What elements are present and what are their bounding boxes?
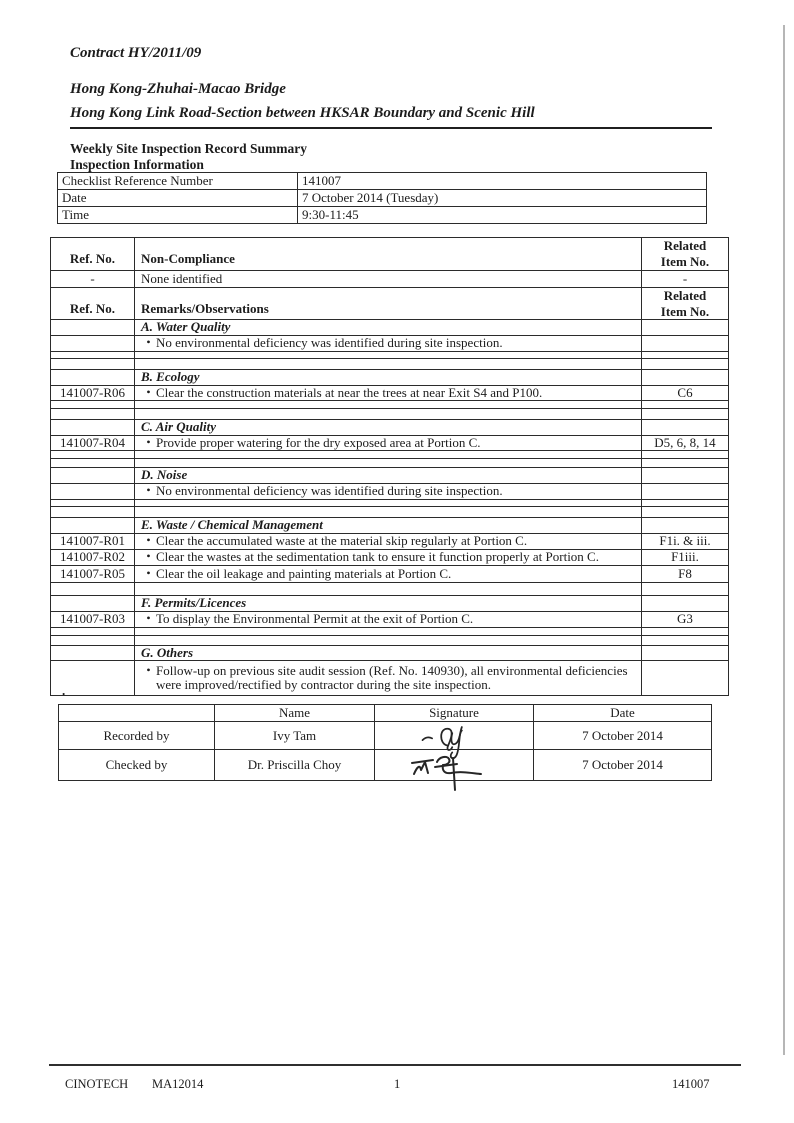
ref-no-cell [51, 420, 135, 436]
ref-no-cell: - [51, 271, 135, 288]
related-item-cell [642, 635, 729, 645]
section-title-cell: G. Others [135, 645, 642, 661]
main-table-section-row [51, 420, 729, 436]
checked-by-label: Checked by [59, 750, 215, 781]
related-item-cell [642, 506, 729, 517]
recorded-by-name: Ivy Tam [215, 722, 375, 750]
finding-text-cell [135, 336, 642, 352]
related-item-cell [642, 661, 729, 696]
findings-table [50, 237, 729, 696]
footer-page-number: 1 [394, 1077, 401, 1091]
project-title-line2: Hong Kong Link Road-Section between HKSAR Boundary and Scenic Hill [70, 105, 712, 129]
footer-rule [49, 1064, 741, 1066]
related-item-cell: G3 [642, 611, 729, 627]
main-table-section-row [51, 370, 729, 386]
finding-text-cell: None identified [135, 271, 642, 288]
ref-no-cell [51, 409, 135, 420]
table-row [58, 207, 707, 224]
related-item-cell [642, 336, 729, 352]
priscilla-choy-signature-cell [375, 750, 534, 781]
main-table-section-row [51, 645, 729, 661]
finding-text-cell [135, 549, 642, 565]
finding-text-cell [135, 506, 642, 517]
bullet-icon: • [146, 483, 151, 498]
ref-no-header: Ref. No. [51, 238, 135, 271]
ref-no-cell [51, 336, 135, 352]
contract-number: Contract HY/2011/09 [70, 45, 202, 61]
ref-no-cell [51, 499, 135, 506]
ref-no-cell [51, 635, 135, 645]
bullet-line [141, 664, 637, 693]
finding-text-cell [135, 451, 642, 459]
main-table-bullet-row [51, 336, 729, 352]
related-item-cell: F1i. & iii. [642, 533, 729, 549]
main-table-empty-row [51, 499, 729, 506]
bullet-text: Follow-up on previous site audit session (Ref. No. 140930), all environmental deficiencies were improved/rectified by contractor during the site inspection. [156, 662, 628, 693]
main-table-bullet-row [51, 549, 729, 565]
ref-no-cell: 141007-R02 [51, 549, 135, 565]
ref-no-cell [51, 359, 135, 370]
info-value: 9:30-11:45 [298, 207, 707, 224]
bullet-line [141, 336, 637, 351]
priscilla-choy-signature-image [409, 750, 499, 792]
info-label: Checklist Reference Number [58, 173, 298, 190]
finding-text-cell [135, 483, 642, 499]
bullet-text: Clear the oil leakage and painting materials at Portion C. [156, 565, 452, 581]
table-row [58, 190, 707, 207]
main-table-section-row [51, 320, 729, 336]
ref-no-cell: 141007-R03 [51, 611, 135, 627]
ref-no-cell [51, 352, 135, 359]
main-table-empty-row [51, 582, 729, 595]
bullet-icon: • [146, 384, 151, 399]
ref-no-cell [51, 483, 135, 499]
section-title-cell: F. Permits/Licences [135, 595, 642, 611]
ref-no-cell [51, 459, 135, 468]
bullet-icon: • [146, 549, 151, 564]
main-table-body [51, 238, 729, 696]
bullet-text: Provide proper watering for the dry exposed area at Portion C. [156, 434, 481, 450]
ref-no-cell: 141007-R01 [51, 533, 135, 549]
category-header: Remarks/Observations [135, 288, 642, 320]
bullet-icon: • [146, 611, 151, 626]
main-table-bullet-row [51, 611, 729, 627]
bullet-line [141, 550, 637, 565]
finding-text-cell [135, 661, 642, 696]
info-value: 7 October 2014 (Tuesday) [298, 190, 707, 207]
table-row [59, 722, 712, 750]
related-item-cell [642, 359, 729, 370]
ref-no-cell [51, 582, 135, 595]
main-table-bullet-row [51, 533, 729, 549]
related-header-line: Item No. [660, 254, 710, 269]
signature-header-signature: Signature [375, 705, 534, 722]
ref-no-cell: 141007-R05 [51, 565, 135, 582]
finding-text-cell [135, 499, 642, 506]
finding-text-cell [135, 401, 642, 409]
related-item-cell: C6 [642, 385, 729, 401]
main-table-empty-row [51, 352, 729, 359]
related-item-cell [642, 517, 729, 533]
ref-no-cell [51, 517, 135, 533]
table-row [59, 750, 712, 781]
main-table-section-row [51, 595, 729, 611]
table-row [59, 705, 712, 722]
main-table-empty-row [51, 409, 729, 420]
inspection-info-table [57, 172, 707, 224]
main-table-data-row [51, 271, 729, 288]
finding-text-cell [135, 635, 642, 645]
bullet-icon: • [146, 662, 151, 677]
stray-ink-mark: . [62, 683, 66, 698]
footer-doc-code: MA12014 [152, 1077, 204, 1091]
related-header-line: Related [663, 288, 707, 303]
project-title-line1: Hong Kong-Zhuhai-Macao Bridge [70, 81, 286, 97]
section-title-cell: C. Air Quality [135, 420, 642, 436]
related-item-cell [642, 320, 729, 336]
finding-text-cell [135, 627, 642, 635]
info-value: 141007 [298, 173, 707, 190]
main-table-empty-row [51, 451, 729, 459]
finding-text-cell [135, 533, 642, 549]
main-table-section-row [51, 517, 729, 533]
bullet-icon: • [146, 335, 151, 350]
finding-text-cell [135, 385, 642, 401]
report-title: Weekly Site Inspection Record Summary [70, 141, 307, 156]
bullet-text: Clear the wastes at the sedimentation tank to ensure it function properly at Portion C. [156, 549, 599, 565]
bullet-line [141, 567, 637, 582]
bullet-text: No environmental deficiency was identified during site inspection. [156, 335, 503, 351]
main-table-empty-row [51, 359, 729, 370]
main-table-header-row [51, 288, 729, 320]
main-table-bullet-row [51, 565, 729, 582]
ref-no-cell [51, 468, 135, 484]
ref-no-cell: 141007-R06 [51, 385, 135, 401]
finding-text-cell [135, 459, 642, 468]
bullet-line [141, 612, 637, 627]
related-item-cell [642, 459, 729, 468]
related-item-cell: F1iii. [642, 549, 729, 565]
inspection-information-heading: Inspection Information [70, 157, 204, 172]
bullet-text: Clear the accumulated waste at the material skip regularly at Portion C. [156, 533, 528, 549]
related-item-cell [642, 645, 729, 661]
related-header-line: Item No. [660, 303, 710, 319]
info-label: Time [58, 207, 298, 224]
related-item-cell [642, 627, 729, 635]
related-item-cell [642, 499, 729, 506]
checked-by-name: Dr. Priscilla Choy [215, 750, 375, 781]
signature-header-name: Name [215, 705, 375, 722]
related-item-cell [642, 370, 729, 386]
bullet-line [141, 386, 637, 401]
related-item-cell [642, 401, 729, 409]
info-label: Date [58, 190, 298, 207]
bullet-icon: • [146, 565, 151, 580]
bullet-icon: • [146, 533, 151, 548]
ref-no-cell [51, 595, 135, 611]
related-item-cell [642, 582, 729, 595]
main-table-bullet-row [51, 435, 729, 451]
ref-no-cell [51, 370, 135, 386]
finding-text-cell [135, 352, 642, 359]
ref-no-cell: 141007-R04 [51, 435, 135, 451]
related-item-cell: F8 [642, 565, 729, 582]
main-table-empty-row [51, 635, 729, 645]
related-header-line: Related [663, 238, 707, 254]
related-item-header [642, 238, 729, 271]
related-item-cell [642, 595, 729, 611]
bullet-line [141, 436, 637, 451]
related-item-cell [642, 451, 729, 459]
finding-text-cell [135, 611, 642, 627]
bullet-icon: • [146, 434, 151, 449]
ivy-tam-signature-cell [375, 722, 534, 750]
footer-doc-ref: 141007 [672, 1077, 710, 1091]
signature-header-blank [59, 705, 215, 722]
signature-table [58, 704, 712, 781]
finding-text-cell [135, 582, 642, 595]
category-header: Non-Compliance [135, 238, 642, 271]
main-table-bullet-row [51, 661, 729, 696]
section-title-cell: D. Noise [135, 468, 642, 484]
related-item-cell: D5, 6, 8, 14 [642, 435, 729, 451]
ref-no-cell [51, 627, 135, 635]
bullet-text: No environmental deficiency was identified during site inspection. [156, 483, 503, 499]
bullet-line [141, 484, 637, 499]
main-table-empty-row [51, 401, 729, 409]
bullet-text: To display the Environmental Permit at the exit of Portion C. [156, 611, 474, 627]
signature-header-date: Date [534, 705, 712, 722]
recorded-by-date: 7 October 2014 [534, 722, 712, 750]
related-item-cell [642, 409, 729, 420]
section-title-cell: E. Waste / Chemical Management [135, 517, 642, 533]
related-item-cell [642, 468, 729, 484]
related-item-header [642, 288, 729, 320]
footer-org: CINOTECH [65, 1077, 129, 1091]
finding-text-cell [135, 565, 642, 582]
related-item-cell [642, 483, 729, 499]
ref-no-cell [51, 401, 135, 409]
bullet-line [141, 534, 637, 549]
bullet-text: Clear the construction materials at near the trees at near Exit S4 and P100. [156, 384, 543, 400]
main-table-empty-row [51, 627, 729, 635]
table-row [58, 173, 707, 190]
main-table-bullet-row [51, 385, 729, 401]
ref-no-cell [51, 506, 135, 517]
main-table-empty-row [51, 506, 729, 517]
ref-no-header: Ref. No. [51, 288, 135, 320]
main-table-bullet-row [51, 483, 729, 499]
ref-no-cell [51, 320, 135, 336]
ref-no-cell [51, 645, 135, 661]
section-title-cell: B. Ecology [135, 370, 642, 386]
finding-text-cell [135, 359, 642, 370]
finding-text-cell [135, 435, 642, 451]
related-item-cell: - [642, 271, 729, 288]
scan-artifact-line [783, 25, 785, 1055]
section-title-cell: A. Water Quality [135, 320, 642, 336]
related-item-cell [642, 352, 729, 359]
ref-no-cell [51, 451, 135, 459]
related-item-cell [642, 420, 729, 436]
main-table-header-row [51, 238, 729, 271]
main-table-section-row [51, 468, 729, 484]
checked-by-date: 7 October 2014 [534, 750, 712, 781]
recorded-by-label: Recorded by [59, 722, 215, 750]
finding-text-cell [135, 409, 642, 420]
